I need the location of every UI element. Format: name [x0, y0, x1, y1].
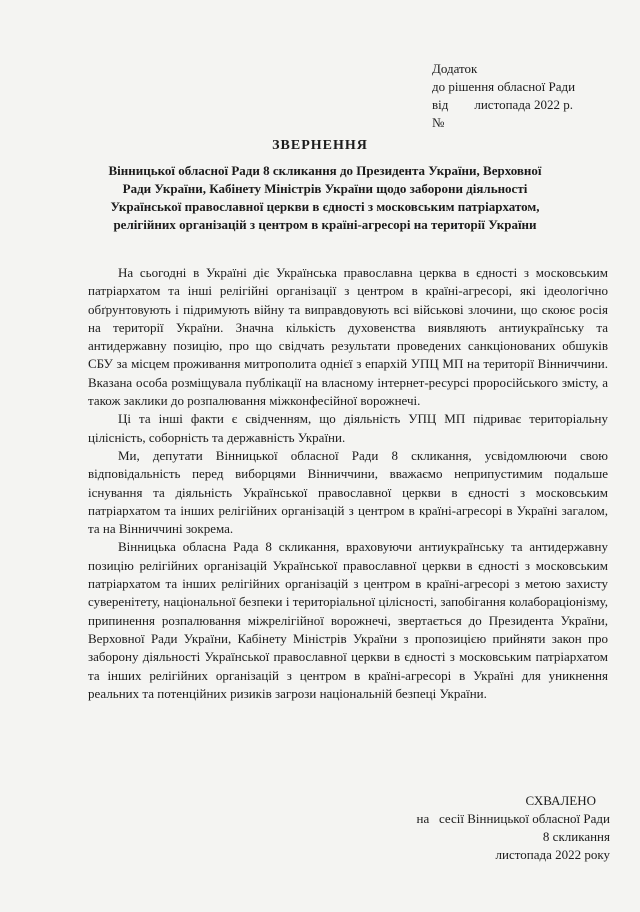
paragraph-2: Ці та інші факти є свідченням, що діяльність УПЦ МП підриває територіальну цілісність, соборність та державність України. — [88, 411, 608, 445]
paragraph-3: Ми, депутати Вінницької обласної Ради 8 скликання, усвідомлюючи свою відповідальність перед виборцями Вінниччини, вважаємо неприпустимим подальше існування та діяльність Української православної церкви в єдності з московським патріархатом та інших релігійних організацій з центром в країні-агресорі в Україні загалом, та на Вінниччині зокрема. — [88, 447, 608, 537]
addendum-date: від листопада 2022 р. — [432, 97, 573, 112]
approval-convocation: 8 скликання — [542, 829, 610, 844]
approval-session: на сесії Вінницької обласної Ради — [416, 811, 610, 826]
document-title: ЗВЕРНЕННЯ — [272, 138, 368, 153]
paragraph-1: На сьогодні в Україні діє Українська православна церква в єдності з московським патріархатом та інші релігійні організації з центром в країні-агресорі, які ідеологічно обґрунтовують і підримують війну та виправдовують всі військові злочини, що скоює росія на території України. Значна кількість духовенства виявляють антиукраїнську та антидержавну позицію, про що свідчать результати проведених санкціонованих обшуків СБУ за місцем проживання митрополита однієї з епархій УПЦ МП на території Вінниччини. Вказана особа розміщувала публікації на власному інтернет-ресурсі проросійського змісту, а також заклики до розпалювання міжконфесійної ворожнечі. — [88, 265, 608, 409]
addendum-block — [432, 60, 632, 132]
addendum-number: № — [432, 115, 445, 130]
document-body — [88, 264, 608, 703]
paragraph-4: Вінницька обласна Рада 8 скликання, враховуючи антиукраїнську та антидержавну позицію релігійних організацій Української православної церкви в єдності з московським патріархатом та інших релігійних організацій з центром в країні-агресорі з метою захисту суверенітету, національної безпеки і територіальної цілісності, запобігання колабораціонізму, припинення розпалювання міжрелігійної ворожнечі, звертається до Президента України, Верховної Ради України, Кабінету Міністрів України з пропозицією прийняти закон про заборону діяльності Української православної церкви в єдності з московським патріархатом та інших релігійних організацій з центром в країні-агресорі в Україні для уникнення реальних та потенційних ризиків загрози національній безпеці України. — [88, 539, 608, 701]
addendum-label: Додаток — [432, 61, 478, 76]
addendum-decision: до рішення обласної Ради — [432, 79, 576, 94]
approval-label: СХВАЛЕНО — [525, 793, 596, 808]
approval-block — [350, 792, 610, 864]
approval-date: листопада 2022 року — [495, 847, 610, 862]
document-subtitle: Вінницької обласної Ради 8 скликання до Президента України, Верховної Ради України, Кабінету Міністрів України щодо заборони діяльності Української православної церкви в єдності з московським патріархатом, релігійних організацій з центром в країні-агресорі на території України — [108, 163, 542, 232]
